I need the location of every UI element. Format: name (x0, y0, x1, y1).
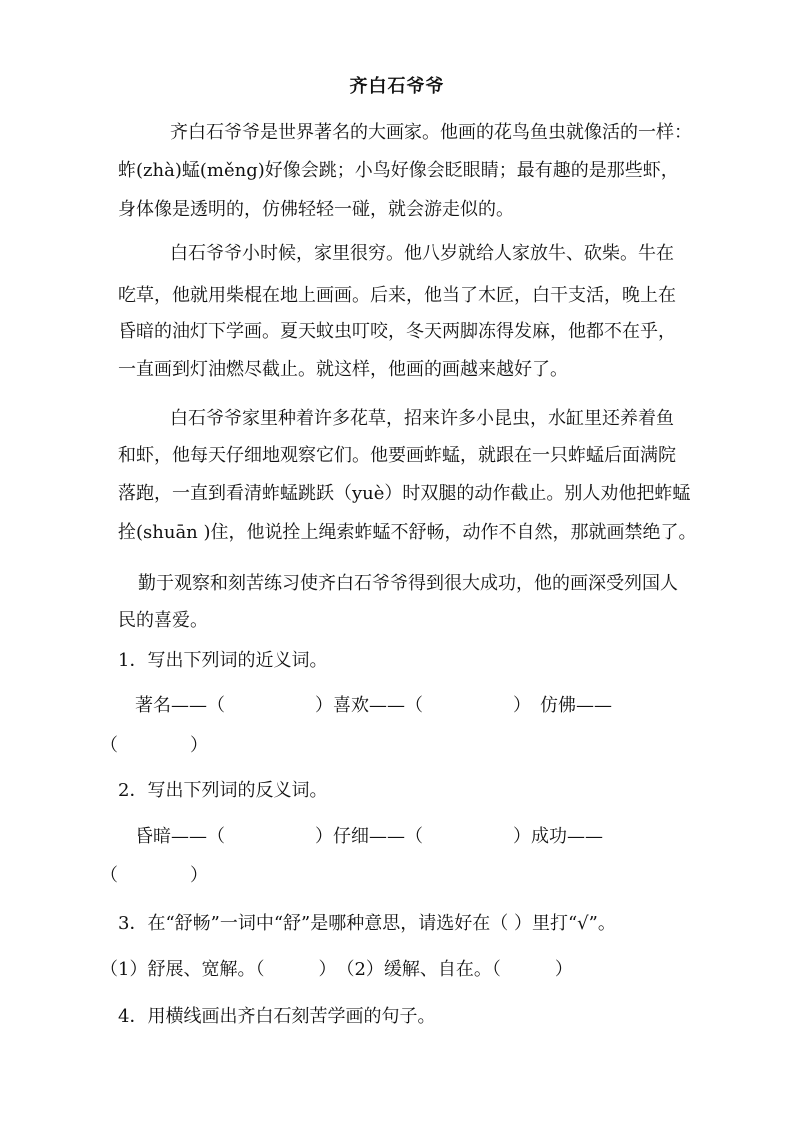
paragraph-3-line-2: 和虾，他每天仔细地观察它们。他要画蚱蜢，就跟在一只蚱蜢后面满院 (118, 445, 676, 466)
paragraph-2-line-1: 白石爷爷小时候，家里很穷。他八岁就给人家放牛、砍柴。牛在 (170, 243, 674, 264)
paragraph-3-line-1: 白石爷爷家里种着许多花草，招来许多小昆虫，水缸里还养着鱼 (170, 408, 674, 429)
paragraph-3-line-4: 拴(shuān )住，他说拴上绳索蚱蜢不舒畅，动作不自然，那就画禁绝了。 (118, 522, 697, 543)
question-2-prompt: 2．写出下列词的反义词。 (118, 780, 328, 801)
paragraph-1-line-2: 蚱(zhà)蜢(měng)好像会跳；小鸟好像会眨眼睛；最有趣的是那些虾， (118, 160, 679, 181)
paragraph-3-line-3: 落跑，一直到看清蚱蜢跳跃（yuè）时双腿的动作截止。别人劝他把蚱蜢 (118, 483, 691, 504)
question-1-prompt: 1．写出下列词的近义词。 (118, 650, 328, 671)
paragraph-4-line-2: 民的喜爱。 (118, 610, 208, 631)
document-title: 齐白石爷爷 (349, 76, 445, 97)
question-2-answer-row-2: （ ） (100, 865, 208, 886)
paragraph-2-line-2: 吃草，他就用柴棍在地上画画。后来，他当了木匠，白干支活，晚上在 (118, 285, 676, 306)
question-1-answer-row-1: 著名——（ ）喜欢——（ ） 仿佛—— (135, 695, 612, 716)
question-4-prompt: 4．用横线画出齐白石刻苦学画的句子。 (118, 1006, 436, 1027)
question-2-answer-row-1: 昏暗——（ ）仔细——（ ）成功—— (135, 826, 603, 847)
question-3-options: （1）舒展、宽解。（ ） （2）缓解、自在。（ ） (100, 959, 573, 980)
paragraph-2-line-3: 昏暗的油灯下学画。夏天蚊虫叮咬，冬天两脚冻得发麻，他都不在乎， (118, 321, 676, 342)
paragraph-2-line-4: 一直画到灯油燃尽截止。就这样，他画的画越来越好了。 (118, 359, 568, 380)
paragraph-1-line-3: 身体像是透明的，仿佛轻轻一碰，就会游走似的。 (118, 199, 514, 220)
paragraph-1-line-1: 齐白石爷爷是世界著名的大画家。他画的花鸟鱼虫就像活的一样： (170, 122, 692, 143)
question-1-answer-row-2: （ ） (100, 735, 208, 756)
question-3-prompt: 3．在“舒畅”一词中“舒”是哪种意思，请选好在（ ）里打“√”。 (118, 913, 616, 934)
paragraph-4-line-1: 勤于观察和刻苦练习使齐白石爷爷得到很大成功，他的画深受列国人 (138, 573, 678, 594)
